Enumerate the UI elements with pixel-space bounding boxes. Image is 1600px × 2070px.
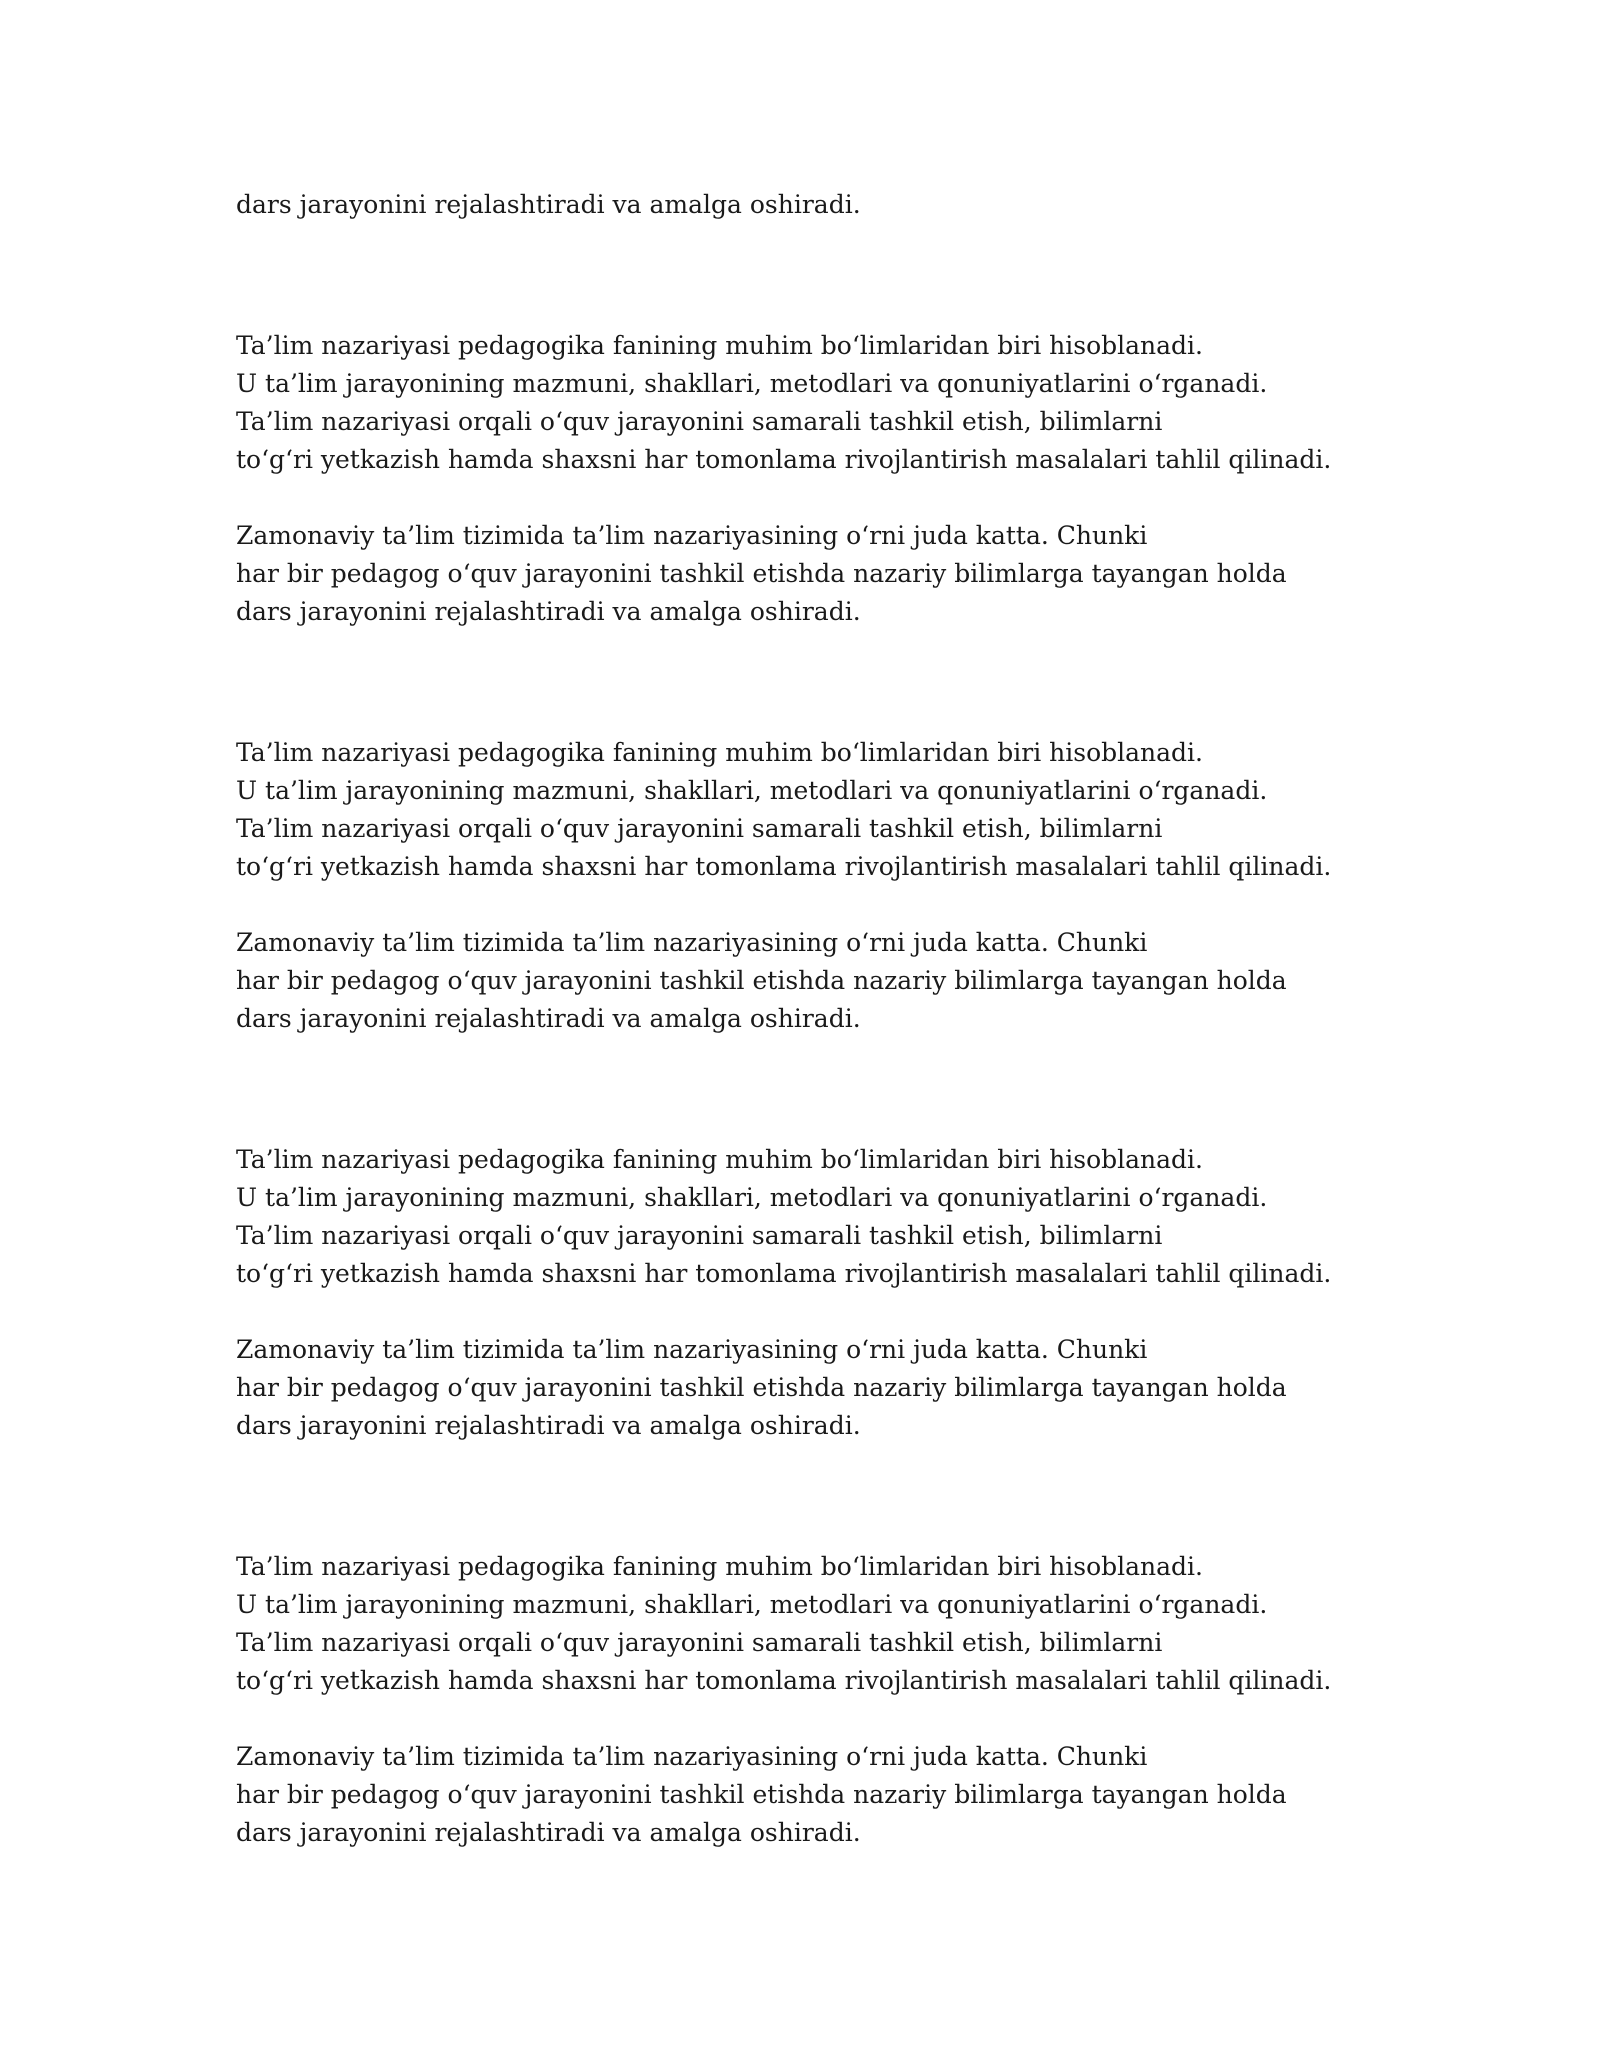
section-3-p2-line-1: Zamonaviy ta’lim tizimida ta’lim nazariyasining o‘rni juda katta. Chunki	[236, 1335, 1148, 1364]
section-2-p2-line-3: dars jarayonini rejalashtiradi va amalga oshiradi.	[236, 1004, 861, 1033]
section-3-p2-line-2: har bir pedagog o‘quv jarayonini tashkil etishda nazariy bilimlarga tayangan holda	[236, 1373, 1287, 1402]
section-1-p1-line-2: U ta’lim jarayonining mazmuni, shakllari, metodlari va qonuniyatlarini o‘rganadi.	[236, 369, 1268, 398]
section-1-p1-line-4: to‘g‘ri yetkazish hamda shaxsni har tomonlama rivojlantirish masalalari tahlil qilinadi.	[236, 445, 1332, 474]
section-4-p2-line-3: dars jarayonini rejalashtiradi va amalga oshiradi.	[236, 1818, 861, 1847]
section-3-p1-line-4: to‘g‘ri yetkazish hamda shaxsni har tomonlama rivojlantirish masalalari tahlil qilinadi.	[236, 1259, 1332, 1288]
section-3-p1-line-3: Ta’lim nazariyasi orqali o‘quv jarayonini samarali tashkil etish, bilimlarni	[236, 1221, 1163, 1250]
intro-line: dars jarayonini rejalashtiradi va amalga oshiradi.	[236, 190, 861, 219]
section-4-p1-line-1: Ta’lim nazariyasi pedagogika fanining muhim bo‘limlaridan biri hisoblanadi.	[236, 1552, 1204, 1581]
section-1-p2-line-2: har bir pedagog o‘quv jarayonini tashkil etishda nazariy bilimlarga tayangan holda	[236, 559, 1287, 588]
section-2-p1-line-2: U ta’lim jarayonining mazmuni, shakllari, metodlari va qonuniyatlarini o‘rganadi.	[236, 776, 1268, 805]
section-2-p1-line-3: Ta’lim nazariyasi orqali o‘quv jarayonini samarali tashkil etish, bilimlarni	[236, 814, 1163, 843]
section-4-p1-line-2: U ta’lim jarayonining mazmuni, shakllari, metodlari va qonuniyatlarini o‘rganadi.	[236, 1590, 1268, 1619]
section-1-p2-line-1: Zamonaviy ta’lim tizimida ta’lim nazariyasining o‘rni juda katta. Chunki	[236, 521, 1148, 550]
section-4-p1-line-3: Ta’lim nazariyasi orqali o‘quv jarayonini samarali tashkil etish, bilimlarni	[236, 1628, 1163, 1657]
section-3-p1-line-1: Ta’lim nazariyasi pedagogika fanining muhim bo‘limlaridan biri hisoblanadi.	[236, 1145, 1204, 1174]
section-4-p1-line-4: to‘g‘ri yetkazish hamda shaxsni har tomonlama rivojlantirish masalalari tahlil qilinadi.	[236, 1666, 1332, 1695]
section-3-p1-line-2: U ta’lim jarayonining mazmuni, shakllari, metodlari va qonuniyatlarini o‘rganadi.	[236, 1183, 1268, 1212]
section-2-p1-line-4: to‘g‘ri yetkazish hamda shaxsni har tomonlama rivojlantirish masalalari tahlil qilinadi.	[236, 852, 1332, 881]
section-3-p2-line-3: dars jarayonini rejalashtiradi va amalga oshiradi.	[236, 1411, 861, 1440]
section-2-p2-line-2: har bir pedagog o‘quv jarayonini tashkil etishda nazariy bilimlarga tayangan holda	[236, 966, 1287, 995]
section-1-p1-line-1: Ta’lim nazariyasi pedagogika fanining muhim bo‘limlaridan biri hisoblanadi.	[236, 331, 1204, 360]
section-4-p2-line-1: Zamonaviy ta’lim tizimida ta’lim nazariyasining o‘rni juda katta. Chunki	[236, 1742, 1148, 1771]
section-1-p2-line-3: dars jarayonini rejalashtiradi va amalga oshiradi.	[236, 597, 861, 626]
section-4-p2-line-2: har bir pedagog o‘quv jarayonini tashkil etishda nazariy bilimlarga tayangan holda	[236, 1780, 1287, 1809]
section-1-p1-line-3: Ta’lim nazariyasi orqali o‘quv jarayonini samarali tashkil etish, bilimlarni	[236, 407, 1163, 436]
section-2-p2-line-1: Zamonaviy ta’lim tizimida ta’lim nazariyasining o‘rni juda katta. Chunki	[236, 928, 1148, 957]
section-2-p1-line-1: Ta’lim nazariyasi pedagogika fanining muhim bo‘limlaridan biri hisoblanadi.	[236, 738, 1204, 767]
